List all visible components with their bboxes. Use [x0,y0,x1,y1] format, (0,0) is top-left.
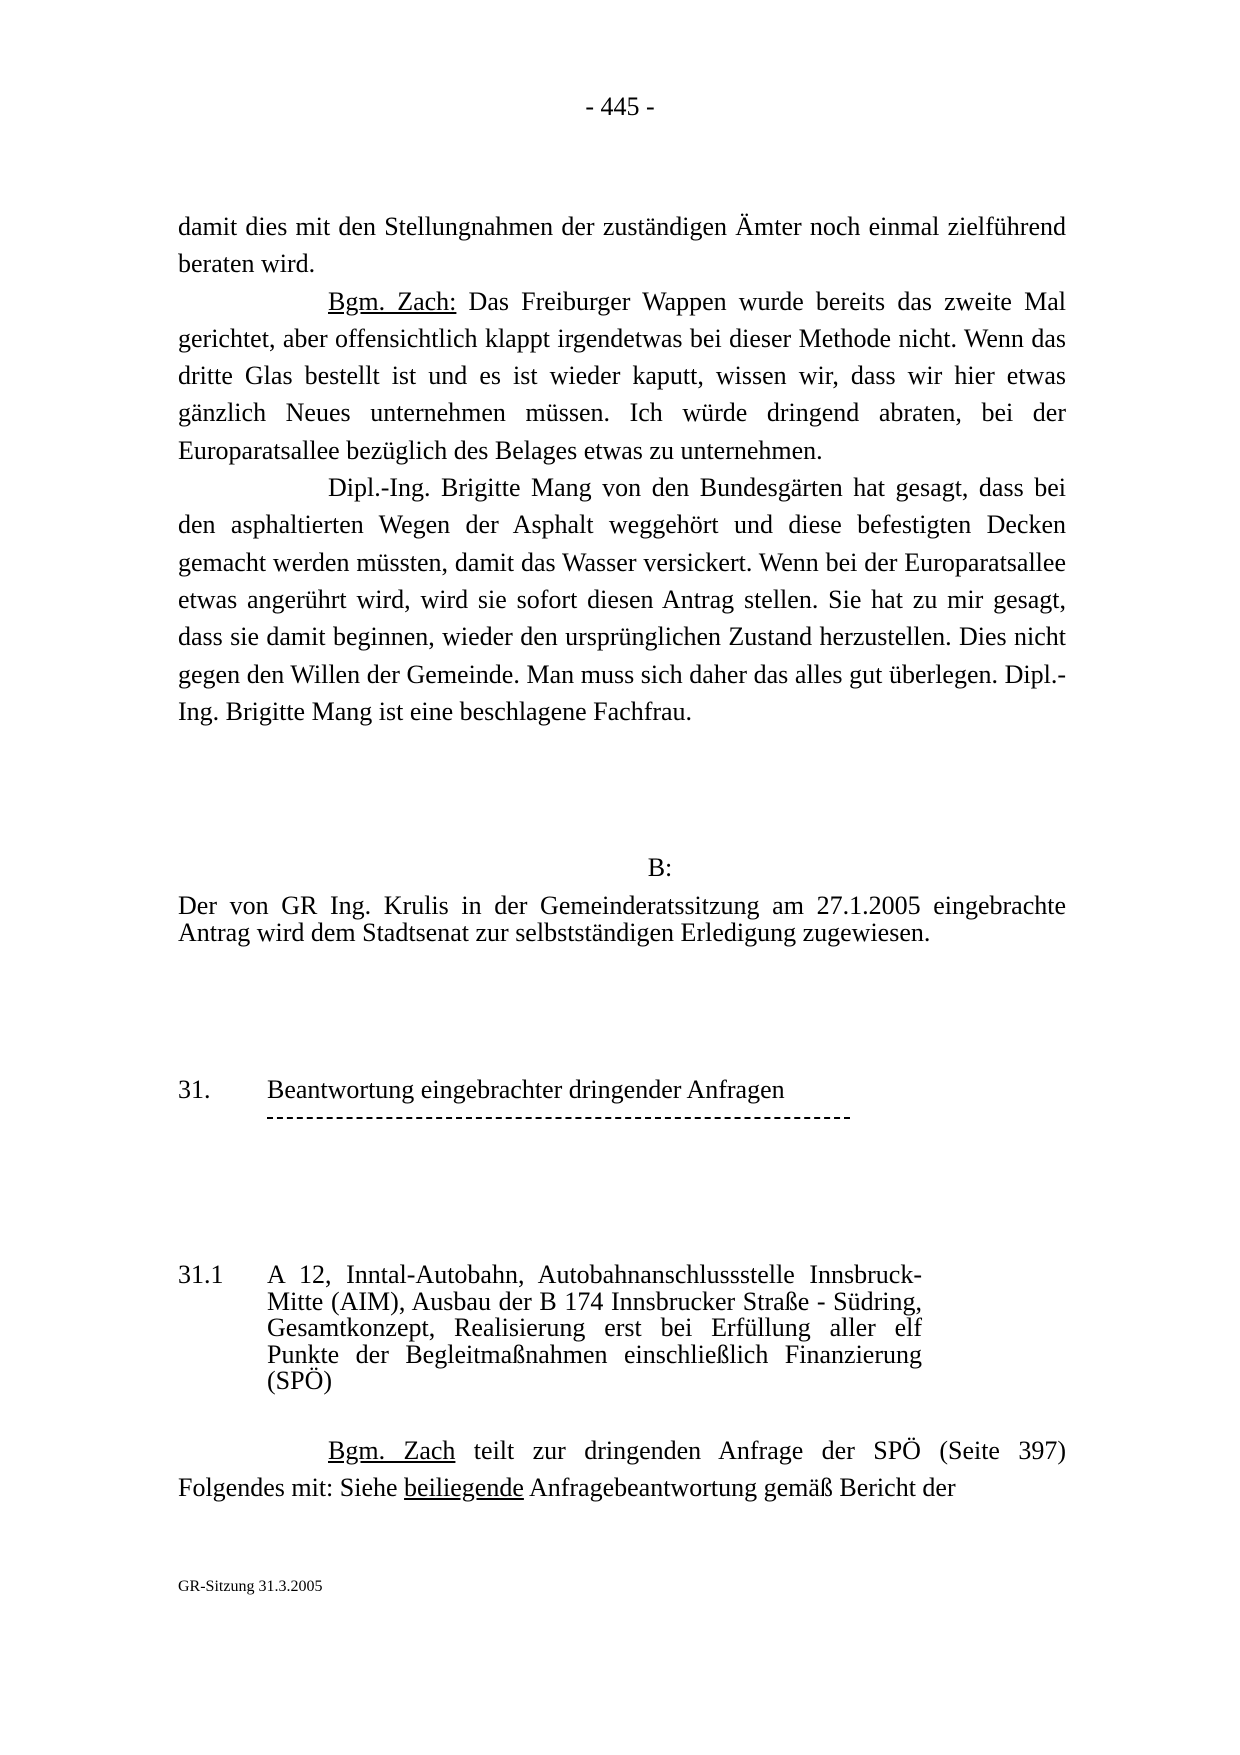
section-label-b: B: [647,853,673,882]
body-text [178,208,1066,730]
statement-text: Das Freiburger Wappen wurde bereits das zweite Mal gerichtet, aber offensichtlich klappt irgendetwas bei dieser Methode nicht. Wenn das dritte Glas bestellt ist und es ist wieder kaputt, wissen wir, dass wir hier etwas gänzlich Neues unternehmen müssen. Ich würde dringend abraten, bei der Europaratsallee bezüglich des Belages etwas zu unternehmen. [178,286,1066,465]
item-title: Beantwortung eingebrachter dringender Anfragen [267,1075,785,1104]
speaker-name: Bgm. Zach [328,1436,456,1465]
resolution-text: Der von GR Ing. Krulis in der Gemeinderatssitzung am 27.1.2005 eingebrachte Antrag wird dem Stadtsenat zur selbstständigen Erledigung zugewiesen. [178,891,1066,947]
speaker-name: Bgm. Zach: [328,286,457,316]
underlined-word: beiliegende [404,1473,524,1503]
paragraph-mayor-statement [178,283,1066,469]
answer-text: teilt zur dringenden Anfrage der SPÖ (Seite 397) Folgendes mit: Siehe [178,1436,1067,1503]
paragraph-continuation: damit dies mit den Stellungnahmen der zuständigen Ämter noch einmal zielführend beraten wird. [178,212,1066,279]
title-dash-divider [267,1117,850,1119]
item-number: 31. [178,1075,211,1104]
answer-paragraph [178,1432,1066,1507]
paragraph-mang-statement: Dipl.-Ing. Brigitte Mang von den Bundesgärten hat gesagt, dass bei den asphaltierten Wegen der Asphalt weggehört und diese befestigten Decken gemacht werden müssten, damit das Wasser versickert. Wenn bei der Europaratsallee etwas angerührt wird, wird sie sofort diesen Antrag stellen. Sie hat zu mir gesagt, dass sie damit beginnen, wieder den ursprünglichen Zustand herzustellen. Dies nicht gegen den Willen der Gemeinde. Man muss sich daher das alles gut überlegen. Dipl.-Ing. Brigitte Mang ist eine beschlagene Fachfrau. [178,473,1066,726]
subitem-title: A 12, Inntal-Autobahn, Autobahnanschlussstelle Innsbruck-Mitte (AIM), Ausbau der B 174 Innsbrucker Straße - Südring, Gesamtkonzept, Realisierung erst bei Erfüllung aller elf Punkte der Begleitmaßnahmen einschließlich Finanzierung (SPÖ) [267,1260,922,1395]
subitem-number: 31.1 [178,1260,224,1289]
page-number: - 445 - [585,92,655,121]
answer-text-end: Anfragebeantwortung gemäß Bericht der [523,1473,956,1503]
footer-session-date: GR-Sitzung 31.3.2005 [178,1578,323,1595]
